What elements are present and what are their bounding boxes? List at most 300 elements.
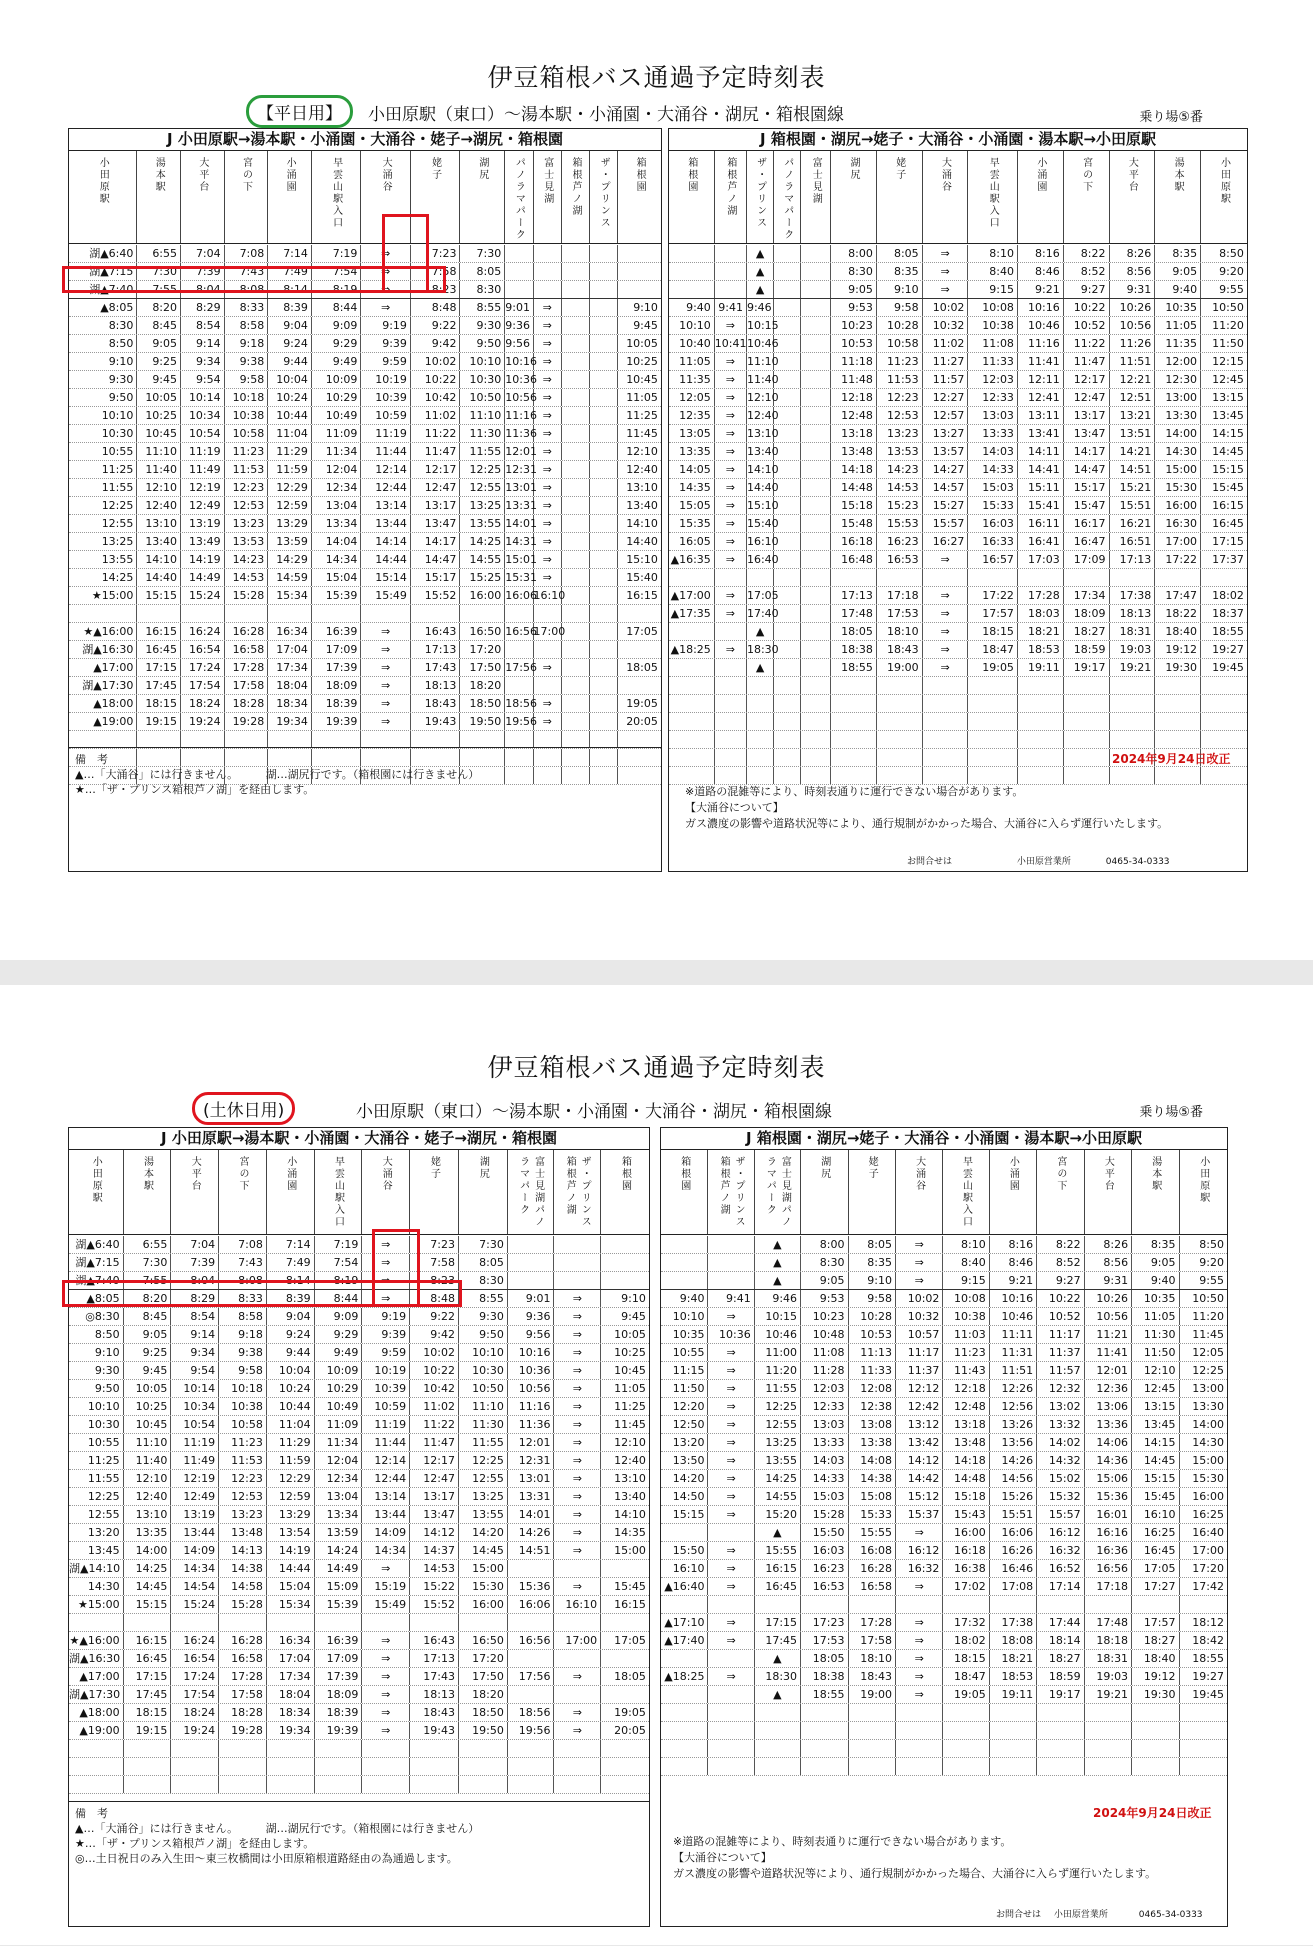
table-cell [124, 1740, 172, 1757]
table-cell [590, 497, 618, 514]
table-cell: 15:04 [312, 569, 362, 586]
table-cell: 9:49 [315, 1344, 363, 1361]
table-cell: 8:52 [1037, 1254, 1084, 1271]
table-cell: 15:43 [943, 1506, 989, 1523]
table-cell: 11:23 [943, 1344, 989, 1361]
table-cell: 9:58 [219, 1362, 267, 1379]
table-cell: 7:30 [459, 1236, 508, 1253]
table-cell: 7:54 [315, 1254, 363, 1271]
table-cell: 13:47 [411, 515, 461, 532]
table-cell: 16:58 [849, 1578, 896, 1595]
table-cell: 19:17 [1064, 659, 1110, 676]
table-cell: 10:56 [1085, 1308, 1132, 1325]
table-cell: ⇒ [896, 1650, 943, 1667]
table-cell [590, 677, 618, 694]
table-cell: 8:35 [1155, 245, 1201, 262]
table-cell: ⇒ [362, 1704, 410, 1721]
table-cell: 7:19 [312, 245, 362, 262]
table-cell: 14:17 [1064, 443, 1110, 460]
table-cell [801, 299, 831, 316]
table-cell: 10:34 [181, 407, 225, 424]
table-cell: 12:40 [124, 1488, 172, 1505]
table-cell: 15:52 [411, 587, 461, 604]
table-cell: 9:01 [508, 1290, 555, 1307]
sheet-title: 伊豆箱根バス通過予定時刻表 [487, 1053, 826, 1082]
table-cell: 13:44 [171, 1524, 219, 1541]
table-cell [747, 749, 774, 766]
column-header-label: 大平台 [1102, 1156, 1114, 1192]
table-cell: 18:27 [1064, 623, 1110, 640]
table-cell: ⇒ [362, 1290, 410, 1307]
table-cell: 16:41 [1018, 533, 1064, 550]
table-cell: 17:22 [1155, 551, 1201, 568]
table-cell: ⇒ [708, 1632, 754, 1649]
table-cell: 13:15 [1132, 1398, 1179, 1415]
table-cell [1018, 695, 1064, 712]
table-cell [669, 623, 715, 640]
table-cell [774, 317, 801, 334]
table-cell [849, 1740, 896, 1757]
column-header [618, 151, 660, 243]
table-cell [181, 731, 225, 748]
table-cell: 18:59 [1064, 641, 1110, 658]
table-cell: 17:42 [1192, 1580, 1224, 1593]
table-cell [708, 1758, 754, 1775]
column-header-label: 姥子 [893, 157, 905, 181]
column-header-label: 姥子 [866, 1156, 878, 1180]
table-cell: 15:31 [505, 571, 537, 584]
table-cell: 10:56 [505, 391, 537, 404]
table-cell: 17:27 [1132, 1578, 1179, 1595]
table-row [69, 1470, 649, 1488]
table-cell: 8:26 [1110, 245, 1156, 262]
table-cell: 10:38 [943, 1308, 989, 1325]
table-cell: ⇒ [534, 497, 562, 514]
table-cell: 19:27 [1212, 643, 1244, 656]
table-cell [554, 1254, 601, 1271]
table-cell: 10:19 [361, 371, 411, 388]
table-cell: 12:19 [171, 1470, 219, 1487]
table-cell [505, 605, 533, 622]
table-cell: 8:05 [459, 1254, 508, 1271]
table-cell: 16:34 [267, 1632, 315, 1649]
table-cell: 7:23 [411, 245, 461, 262]
info-line: 【大涌谷について】 [685, 801, 784, 814]
table-cell: 10:09 [315, 1362, 363, 1379]
table-cell: 20:05 [626, 715, 658, 728]
table-cell: 13:44 [361, 515, 411, 532]
table-cell: 11:20 [1212, 319, 1244, 332]
table-cell: 18:08 [990, 1632, 1037, 1649]
table-cell: 9:58 [849, 1290, 896, 1307]
table-cell: 9:59 [361, 353, 411, 370]
table-cell [562, 533, 590, 550]
table-cell: 10:39 [361, 389, 411, 406]
table-cell: ⇒ [554, 1524, 601, 1541]
table-cell: 9:50 [69, 389, 137, 406]
column-header-label: 大平台 [189, 1156, 201, 1192]
table-cell: 14:02 [1037, 1434, 1084, 1451]
table-cell [1037, 1596, 1084, 1613]
table-cell: ⇒ [361, 299, 411, 316]
table-cell: ⇒ [534, 407, 562, 424]
table-cell [943, 1704, 989, 1721]
table-cell [171, 1758, 219, 1775]
table-cell: 9:45 [621, 1310, 646, 1323]
column-header-label: パノラマパーク [513, 157, 525, 241]
table-cell: 11:17 [896, 1344, 943, 1361]
table-cell [877, 767, 923, 784]
table-row [69, 1506, 649, 1524]
table-cell: 13:36 [1085, 1416, 1132, 1433]
table-cell: ⇒ [923, 623, 969, 640]
table-cell: 18:15 [124, 1704, 172, 1721]
table-cell: ⇒ [534, 461, 562, 478]
table-cell: 11:10 [746, 355, 779, 368]
table-cell: 8:35 [849, 1254, 896, 1271]
table-cell: 15:03 [801, 1488, 848, 1505]
table-cell: 15:33 [968, 497, 1018, 514]
table-cell: 19:45 [1192, 1688, 1224, 1701]
table-cell [774, 299, 801, 316]
subtitle-line [0, 1095, 1313, 1121]
table-cell: 17:34 [267, 1668, 315, 1685]
table-cell: 10:29 [312, 389, 362, 406]
table-cell: 14:24 [315, 1542, 363, 1559]
revision-date: 2024年9月24日改正 [1093, 1806, 1212, 1820]
table-cell: 9:27 [1037, 1272, 1084, 1289]
table-cell: 9:24 [268, 335, 312, 352]
table-cell [554, 1740, 601, 1757]
table-cell: 17:13 [831, 587, 877, 604]
table-cell: 16:39 [315, 1632, 363, 1649]
table-row [669, 353, 1247, 371]
table-cell: 16:06 [508, 1596, 555, 1613]
table-cell: 15:32 [1037, 1488, 1084, 1505]
table-cell: 10:46 [990, 1308, 1037, 1325]
table-cell: 12:48 [943, 1398, 989, 1415]
table-cell [831, 749, 877, 766]
table-cell: 13:30 [1192, 1400, 1224, 1413]
table-cell: 14:03 [801, 1452, 848, 1469]
table-cell: ⇒ [923, 587, 969, 604]
table-cell: 10:15 [755, 1308, 801, 1325]
table-cell [219, 1740, 267, 1757]
table-cell: ⇒ [708, 1308, 754, 1325]
table-row [669, 479, 1247, 497]
table-cell: 11:49 [181, 461, 225, 478]
table-cell [508, 1650, 555, 1667]
table-cell [896, 1722, 943, 1739]
table-cell: 7:39 [171, 1254, 219, 1271]
column-header [137, 151, 181, 243]
table-cell [661, 1686, 708, 1703]
table-cell: 15:28 [219, 1596, 267, 1613]
column-header [896, 1150, 943, 1234]
table-cell [459, 1758, 508, 1775]
table-row [69, 623, 661, 641]
table-cell: 11:13 [849, 1344, 896, 1361]
table-cell: 18:03 [1018, 605, 1064, 622]
table-cell: 13:53 [225, 533, 269, 550]
table-cell [1018, 731, 1064, 748]
table-cell: 14:48 [943, 1470, 989, 1487]
table-cell: 9:04 [268, 317, 312, 334]
table-cell: 9:36 [508, 1308, 555, 1325]
table-cell: 14:27 [923, 461, 969, 478]
table-cell [715, 623, 747, 640]
table-cell: 9:22 [410, 1308, 459, 1325]
table-cell: 10:16 [508, 1344, 555, 1361]
table-cell: 14:08 [849, 1452, 896, 1469]
table-cell [590, 335, 618, 352]
table-cell: 10:59 [362, 1398, 410, 1415]
table-cell [968, 713, 1018, 730]
table-cell: 7:30 [460, 245, 505, 262]
table-cell: 7:14 [268, 245, 312, 262]
table-cell [774, 371, 801, 388]
table-cell: 7:55 [137, 281, 181, 298]
table-cell: 14:26 [508, 1524, 555, 1541]
table-cell: 10:25 [614, 1346, 646, 1359]
table-row [69, 281, 661, 299]
table-row [661, 1614, 1227, 1632]
table-cell [747, 767, 774, 784]
table-cell: 17:53 [877, 605, 923, 622]
table-cell: 13:10 [124, 1506, 172, 1523]
table-cell: 11:37 [896, 1362, 943, 1379]
table-cell [562, 317, 590, 334]
table-cell: 14:38 [849, 1470, 896, 1487]
table-cell [505, 677, 533, 694]
table-row [69, 569, 661, 587]
table-cell [225, 731, 269, 748]
column-header-label: 大涌谷 [380, 1156, 392, 1192]
table-cell: 湖▲7:15 [69, 263, 137, 280]
column-header [1110, 151, 1156, 243]
table-cell: 9:45 [124, 1362, 172, 1379]
table-cell: 10:49 [315, 1398, 363, 1415]
table-cell [1110, 677, 1156, 694]
column-header [267, 1150, 315, 1234]
table-cell [618, 731, 660, 748]
table-row [669, 299, 1247, 317]
table-cell: 17:28 [1018, 587, 1064, 604]
table-row [69, 551, 661, 569]
table-cell: ▲18:25 [669, 641, 715, 658]
table-cell [747, 695, 774, 712]
table-cell [801, 713, 831, 730]
table-cell: 18:55 [831, 659, 877, 676]
table-cell: 8:30 [831, 263, 877, 280]
table-cell: 15:23 [877, 497, 923, 514]
table-cell: 17:02 [943, 1578, 989, 1595]
table-cell: 16:30 [1155, 515, 1201, 532]
table-cell: 15:30 [459, 1578, 508, 1595]
table-row [69, 1380, 649, 1398]
table-cell: 16:53 [801, 1578, 848, 1595]
table-cell [508, 1272, 555, 1289]
table-cell: 11:19 [181, 443, 225, 460]
table-cell [1180, 1704, 1227, 1721]
info-line: ガス濃度の影響や道路状況等により、通行規制がかかった場合、大涌谷に入らず運行いたします。 [673, 1867, 1157, 1880]
column-header-label: ザ・プリンス箱根芦ノ湖 [564, 1156, 591, 1228]
platform-label: 乗り場⑤番 [1139, 1105, 1203, 1120]
table-cell: 18:31 [1110, 623, 1156, 640]
table-cell: 9:50 [459, 1326, 508, 1343]
table-row [69, 1452, 649, 1470]
table-cell: 10:22 [410, 1362, 459, 1379]
table-cell: 17:23 [801, 1614, 848, 1631]
table-cell: 10:10 [661, 1308, 708, 1325]
table-cell: ⇒ [534, 659, 562, 676]
table-cell: 12:25 [460, 461, 505, 478]
table-cell: 13:55 [69, 551, 137, 568]
table-cell: 13:23 [219, 1506, 267, 1523]
table-cell: 7:30 [124, 1254, 172, 1271]
table-cell [181, 605, 225, 622]
table-cell: 12:44 [361, 479, 411, 496]
table-cell: 11:02 [410, 1398, 459, 1415]
table-row [69, 515, 661, 533]
table-cell: 9:22 [411, 317, 461, 334]
table-cell [708, 1524, 754, 1541]
table-cell [1132, 1596, 1179, 1613]
table-cell: 18:10 [849, 1650, 896, 1667]
table-cell: 12:57 [923, 407, 969, 424]
table-cell: 11:41 [1085, 1344, 1132, 1361]
table-cell: 11:00 [755, 1344, 801, 1361]
table-cell: 14:20 [459, 1524, 508, 1541]
table-cell: 8:33 [225, 299, 269, 316]
column-header [69, 1150, 124, 1234]
table-cell [562, 713, 590, 730]
table-cell: 13:40 [746, 445, 779, 458]
table-cell: 10:45 [626, 373, 658, 386]
table-cell: 12:23 [225, 479, 269, 496]
table-cell: 11:09 [312, 425, 362, 442]
inbound-header [661, 1150, 1227, 1235]
table-cell: 19:45 [1212, 661, 1244, 674]
table-row [661, 1686, 1227, 1704]
table-cell: 16:54 [181, 641, 225, 658]
table-cell [708, 1254, 754, 1271]
table-cell: 12:23 [219, 1470, 267, 1487]
table-cell: 14:41 [1018, 461, 1064, 478]
table-cell: 17:15 [1212, 535, 1244, 548]
table-cell: 15:15 [124, 1596, 172, 1613]
table-cell: 12:04 [315, 1452, 363, 1469]
table-cell: 7:39 [181, 263, 225, 280]
table-cell: ⇒ [708, 1542, 754, 1559]
table-row [69, 1596, 649, 1614]
table-cell: 7:58 [411, 263, 461, 280]
table-cell: ⇒ [554, 1344, 601, 1361]
table-cell [1110, 569, 1156, 586]
table-cell: 9:45 [137, 371, 181, 388]
subtitle-line [0, 98, 1313, 124]
column-header [1201, 151, 1247, 243]
table-cell: 湖▲7:40 [69, 1272, 124, 1289]
table-row [661, 1704, 1227, 1722]
table-cell [1155, 731, 1201, 748]
table-cell: 12:21 [1110, 371, 1156, 388]
column-header-label: パノラマパーク [781, 157, 793, 241]
table-cell: 14:53 [225, 569, 269, 586]
table-cell: 17:57 [968, 605, 1018, 622]
table-cell: 16:00 [1155, 497, 1201, 514]
table-cell: 11:53 [225, 461, 269, 478]
table-cell: 13:59 [268, 533, 312, 550]
table-cell: 12:01 [1085, 1362, 1132, 1379]
table-cell: 17:05 [626, 625, 658, 638]
table-cell [124, 1776, 172, 1793]
table-cell [774, 497, 801, 514]
table-cell [562, 551, 590, 568]
table-cell: ⇒ [896, 1668, 943, 1685]
table-cell: 9:05 [831, 281, 877, 298]
table-cell [669, 245, 715, 262]
table-cell: 12:41 [1018, 389, 1064, 406]
route-name: 小田原駅（東口）〜湯本駅・小涌園・大涌谷・湖尻・箱根園線 [368, 105, 844, 125]
table-cell: 17:20 [1192, 1562, 1224, 1575]
table-cell: 8:14 [267, 1272, 315, 1289]
table-cell: ⇒ [715, 407, 747, 424]
table-cell: 10:02 [896, 1290, 943, 1307]
table-cell: 16:48 [831, 551, 877, 568]
contact-phone: 0465-34-0333 [1105, 857, 1170, 867]
table-cell: 13:35 [669, 443, 715, 460]
table-cell: 18:27 [1037, 1650, 1084, 1667]
table-cell: ⇒ [896, 1254, 943, 1271]
table-cell: 18:56 [505, 697, 537, 710]
table-cell: 12:11 [1018, 371, 1064, 388]
table-cell: 16:24 [171, 1632, 219, 1649]
table-cell: 8:00 [831, 245, 877, 262]
column-header [801, 1150, 848, 1234]
table-cell [661, 1704, 708, 1721]
table-cell [661, 1254, 708, 1271]
table-cell: 12:03 [801, 1380, 848, 1397]
table-cell: 14:47 [1064, 461, 1110, 478]
table-cell: 13:55 [460, 515, 505, 532]
table-cell: 9:54 [171, 1362, 219, 1379]
table-cell [124, 1614, 172, 1631]
table-cell: 13:26 [990, 1416, 1037, 1433]
table-row [669, 281, 1247, 299]
table-cell: ▲8:05 [69, 1290, 124, 1307]
table-cell [708, 1596, 754, 1613]
table-cell [590, 695, 618, 712]
table-cell: 10:08 [968, 299, 1018, 316]
table-cell: 13:41 [1018, 425, 1064, 442]
table-cell: 16:46 [990, 1560, 1037, 1577]
column-header [1037, 1150, 1084, 1234]
table-cell: 13:17 [1064, 407, 1110, 424]
table-cell [315, 1614, 363, 1631]
table-cell: 18:59 [1037, 1668, 1084, 1685]
table-row [669, 587, 1247, 605]
table-cell [362, 1614, 410, 1631]
table-cell: 13:10 [137, 515, 181, 532]
table-cell: 11:29 [267, 1434, 315, 1451]
table-cell: 15:34 [268, 587, 312, 604]
table-cell: 15:36 [1085, 1488, 1132, 1505]
table-cell [877, 713, 923, 730]
table-row [661, 1740, 1227, 1758]
table-cell: 11:10 [137, 443, 181, 460]
table-cell: 14:10 [746, 463, 779, 476]
